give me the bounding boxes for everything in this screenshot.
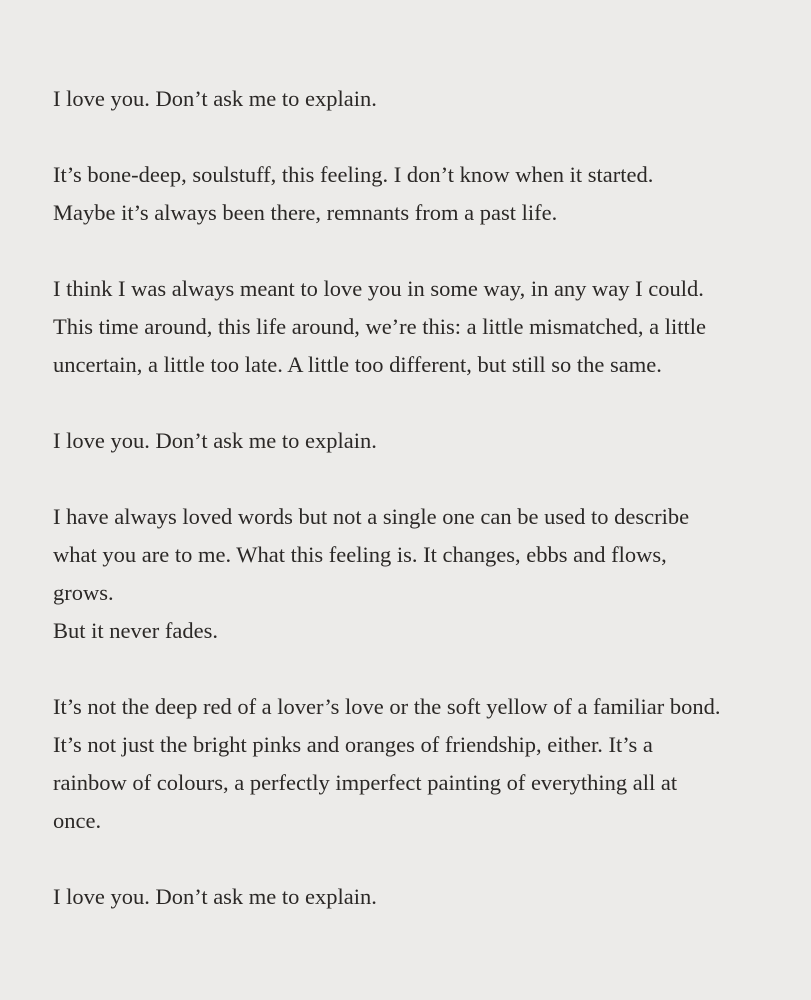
poem-line: I love you. Don’t ask me to explain. — [53, 428, 377, 453]
poem-line: I love you. Don’t ask me to explain. — [53, 86, 377, 111]
stanza-7 — [53, 878, 793, 916]
poem-line: I think I was always meant to love you in some way, in any way I could. — [53, 276, 704, 301]
poem-text — [53, 80, 793, 954]
stanza-1 — [53, 80, 793, 118]
poem-line: what you are to me. What this feeling is. It changes, ebbs and flows, — [53, 542, 667, 567]
stanza-3 — [53, 270, 793, 384]
stanza-6 — [53, 688, 793, 840]
poem-line: rainbow of colours, a perfectly imperfect painting of everything all at — [53, 770, 678, 795]
stanza-4 — [53, 422, 793, 460]
poem-line: Maybe it’s always been there, remnants from a past life. — [53, 200, 558, 225]
poem-line: grows. — [53, 580, 114, 605]
poem-line: It’s not just the bright pinks and oranges of friendship, either. It’s a — [53, 732, 653, 757]
poem-line: It’s bone-deep, soulstuff, this feeling. I don’t know when it started. — [53, 162, 654, 187]
poem-line: I love you. Don’t ask me to explain. — [53, 884, 377, 909]
poem-line: I have always loved words but not a single one can be used to describe — [53, 504, 690, 529]
poem-line: uncertain, a little too late. A little too different, but still so the same. — [53, 352, 662, 377]
poem-line: once. — [53, 808, 102, 833]
poem-line: This time around, this life around, we’re this: a little mismatched, a little — [53, 314, 706, 339]
poem-line: But it never fades. — [53, 618, 218, 643]
stanza-2 — [53, 156, 793, 232]
stanza-5 — [53, 498, 793, 650]
poem-line: It’s not the deep red of a lover’s love or the soft yellow of a familiar bond. — [53, 694, 721, 719]
